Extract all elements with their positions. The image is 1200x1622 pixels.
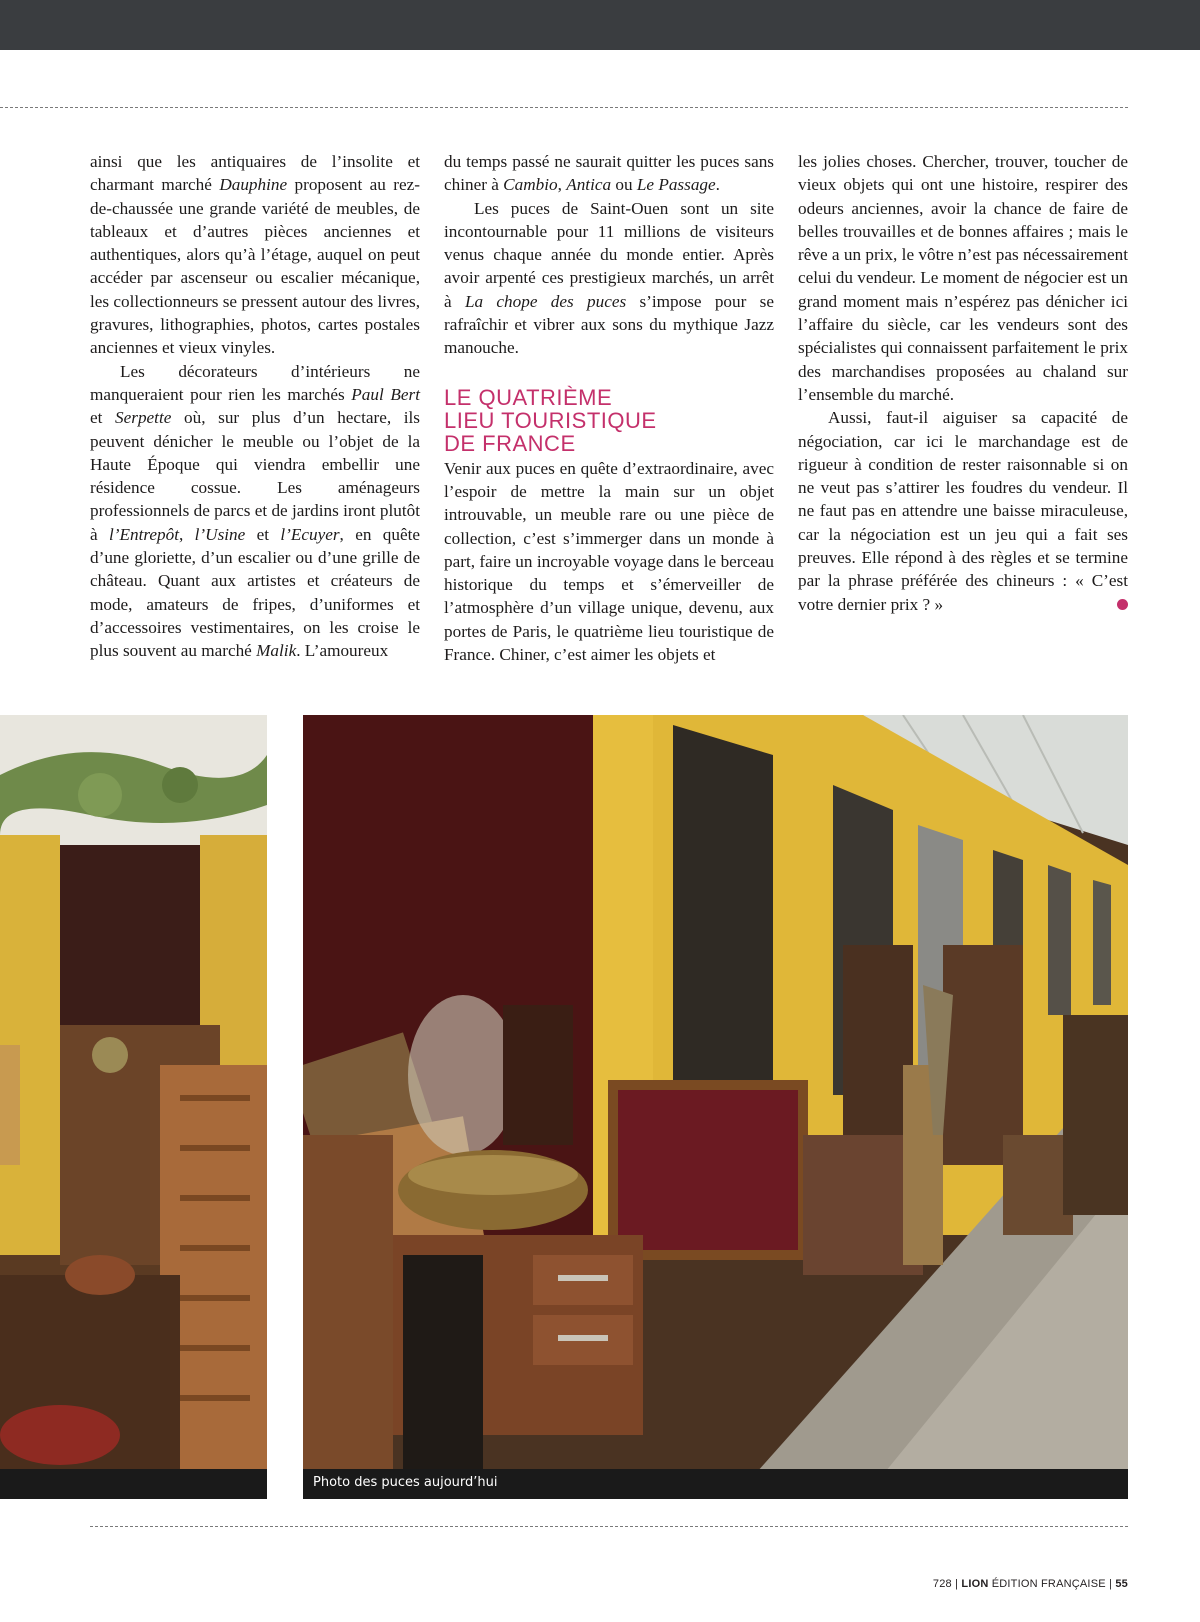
paragraph: les jolies choses. Chercher, trouver, toucher de vieux objets qui ont une histoire, respirer des odeurs anciennes, avoir la chance de faire de belles trouvailles et de bonnes affaires ; mais le rêve a un prix, le vôtre n’est pas nécessairement celui du vendeur. Le moment de négocier est un grand moment mais n’espérez pas dénicher ici l’affaire du siècle, car les vendeurs sont des spécialistes qui connaissent parfaitement le prix des marchandises proposées au chaland sur l’ensemble du marché. [798,152,1128,404]
photo-market-interior [0,715,267,1499]
caption-bar-left [0,1469,267,1499]
photo-flea-market-aisle [303,715,1128,1499]
paragraph: ainsi que les antiquaires de l’insolite et charmant marché Dauphine proposent au rez-de-chaussée une grande variété de meubles, de tableaux et d’autres pièces anciennes et authentiques, alors qu’à l’étage, auquel on peut accéder par ascenseur ou escalier mécanique, les collectionneurs se pressent autour des livres, gravures, lithographies, photos, cartes postales anciennes et vieux vinyles. [90,152,421,358]
end-of-article-dot [1117,599,1128,610]
text-column-1 [90,150,420,663]
text-column-3 [798,150,1128,616]
top-bar [0,0,1200,50]
text-column-2 [444,150,774,666]
page-folio: 728 | LION ÉDITION FRANÇAISE | 55 [932,1578,1128,1590]
paragraph: Venir aux puces en quête d’extraordinaire, avec l’espoir de mettre la main sur un objet introuvable, un meuble rare ou une pièce de collection, c’est s’immerger dans un monde à part, faire un incroyable voyage dans le berceau historique du temps et s’émerveiller de l’atmosphère d’un village unique, devenu, aux portes de Paris, le quatrième lieu touristique de France. Chiner, c’est aimer les objets et [444,458,774,665]
photo-caption: Photo des puces aujourd’hui [313,1475,498,1490]
paragraph: Aussi, faut-il aiguiser sa capacité de négociation, car ici le marchandage est de rigueur à condition de rester raisonnable si on ne veut pas s’attirer les foudres du vendeur. Il ne faut pas en attendre une baisse miraculeuse, car la négociation est un jeu qui a fait ses preuves. Elle répond à des règles et se termine par la phrase préférée des chineurs : « C’est votre dernier prix ? » [798,408,1128,614]
section-heading: LE QUATRIÈME LIEU TOURISTIQUE DE FRANCE [444,384,657,456]
paragraph: du temps passé ne saurait quitter les puces sans chiner à Cambio, Antica ou Le Passage. [444,152,774,195]
bottom-rule [90,1526,1128,1527]
paragraph: Les décorateurs d’intérieurs ne manqueraient pour rien les marchés Paul Bert et Serpette où, sur plus d’un hectare, ils peuvent dénicher le meuble ou l’objet de la Haute Époque qui viendra embellir une résidence cossue. Les aménageurs professionnels de parcs et de jardins iront plutôt à l’Entrepôt, l’Usine et l’Ecuyer, en quête d’une gloriette, d’un escalier ou d’une grille de château. Quant aux artistes et créateurs de mode, amateurs de fripes, d’uniformes et d’accessoires vestimentaires, on les croise le plus souvent au marché Malik. L’amoureux [90,361,420,661]
caption-bar [303,1469,1128,1499]
paragraph: Les puces de Saint-Ouen sont un site incontournable pour 11 millions de visiteurs venus chaque année du monde entier. Après avoir arpenté ces prestigieux marchés, un arrêt à La chope des puces s’impose pour se rafraîchir et vibrer aux sons du mythique Jazz manouche. [444,198,774,358]
top-rule [0,107,1128,108]
